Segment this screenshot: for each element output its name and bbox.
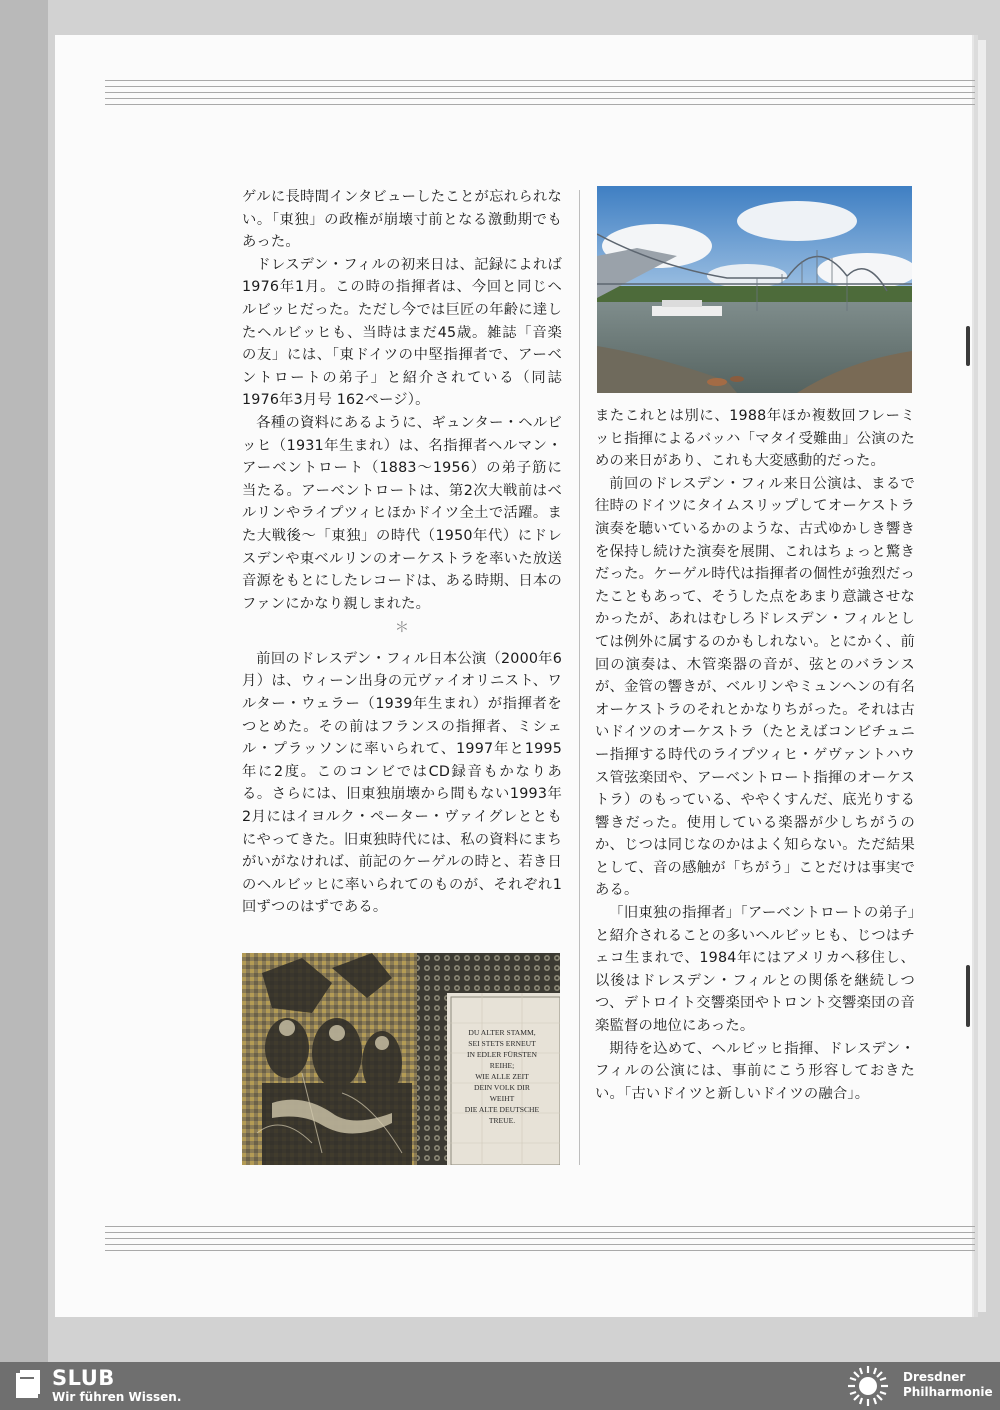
right-paragraph-1: またこれとは別に、1988年ほか複数回フレーミッヒ指揮によるバッハ「マタイ受難曲」公演のための来日があり、これも大変感動的だった。 — [595, 408, 915, 470]
section-separator: ＊ — [394, 620, 410, 637]
mural-photo — [242, 953, 560, 1165]
left-paragraph-1: ゲルに長時間インタビューしたことが忘れられない。「東独」の政権が崩壊寸前となる激動期でもあった。 — [242, 189, 562, 251]
column-divider — [579, 190, 580, 1165]
left-paragraph-4: 前回のドレスデン・フィル日本公演（2000年6月）は、ウィーン出身の元ヴァイオリニスト、ワルター・ウェラー（1939年生まれ）が指揮者をつとめた。その前はフランスの指揮者、ミシェル・プラッソンに率いられて、1997年と1995年に2度。このコンビではCD録音もかなりある。さらには、旧東独崩壊から間もない1993年2月にはイヨルク・ペーター・ヴァイグレとともにやってきた。旧東独時代には、私の資料にまちがいがなければ、前記のケーゲルの時と、若き日のヘルビッヒに率いられてのものが、それぞれ1回ずつのはずである。 — [242, 650, 562, 916]
left-text-column — [242, 186, 562, 919]
left-paragraph-2: ドレスデン・フィルの初来日は、記録によれば1976年1月。この時の指揮者は、今回と同じヘルビッヒだった。ただし今では巨匠の年齢に達したヘルビッヒも、当時はまだ45歳。雑誌「音楽の友」には、「東ドイツの中堅指揮者で、アーベントロートの弟子」と紹介されている（同誌1976年3月号 162ページ）。 — [242, 256, 562, 409]
bridge-photo — [597, 186, 912, 393]
inscription-line-1: DU ALTER STAMM, — [468, 1028, 536, 1037]
binding-staple-bottom — [966, 965, 970, 1027]
inscription-line-5: WIE ALLE ZEIT — [475, 1072, 529, 1081]
inscription-line-7: WEIHT — [489, 1094, 515, 1103]
binding-staple-top — [966, 326, 970, 366]
right-paragraph-4: 期待を込めて、ヘルビッヒ指揮、ドレスデン・フィルの公演には、事前にこう形容しておきたい。「古いドイツと新しいドイツの融合」。 — [595, 1040, 915, 1102]
inscription-line-9: TREUE. — [488, 1116, 516, 1125]
inscription-line-8: DIE ALTE DEUTSCHE — [464, 1105, 540, 1114]
inscription-line-2: SEI STETS ERNEUT — [468, 1039, 536, 1048]
left-paragraph-3: 各種の資料にあるように、ギュンター・ヘルビッヒ（1931年生まれ）は、名指揮者ヘルマン・アーベントロート（1883〜1956）の弟子筋に当たる。アーベントロートは、第2次大戦前はベルリンやライプツィヒほかドイツ全土で活躍。また大戦後〜「東独」の時代（1950年代）にドレスデンや東ベルリンのオーケストラを率いた放送音源をもとにしたレコードは、ある時期、日本のファンにかなり親しまれた。 — [242, 414, 562, 612]
dp-name-line-1: Dresdner — [903, 1370, 966, 1384]
bottom-staff-lines — [105, 1226, 975, 1256]
inscription-line-6: DEIN VOLK DIR — [474, 1083, 530, 1092]
footer-bar — [0, 1362, 1000, 1410]
page-edge — [972, 40, 986, 1312]
scan-left-margin — [0, 0, 48, 1362]
dp-name-line-2: Philharmonie — [903, 1385, 993, 1399]
dresdner-philharmonie-name — [903, 1370, 993, 1400]
slub-claim: Wir führen Wissen. — [52, 1390, 182, 1404]
slub-logo-icon — [14, 1370, 42, 1400]
right-text-column — [595, 405, 915, 1105]
inscription-line-3: IN EDLER FÜRSTEN — [466, 1050, 538, 1059]
right-paragraph-3: 「旧東独の指揮者」「アーベントロートの弟子」と紹介されることの多いヘルビッヒも、じつはチェコ生まれで、1984年にはアメリカへ移住し、以後はドレスデン・フィルとの関係を継続しつつ、デトロイト交響楽団やトロント交響楽団の音楽監督の地位にあった。 — [595, 905, 915, 1035]
right-paragraph-2: 前回のドレスデン・フィル来日公演は、まるで往時のドイツにタイムスリップしてオーケストラ演奏を聴いているかのような、古式ゆかしき響きを保持し続けた演奏を展開、これはちょっと驚きだった。ケーゲル時代は指揮者の個性が強烈だったこともあって、そうした点をあまり意識させなかったが、あれはむしろドレスデン・フィルとしては例外に属するのかもしれない。とにかく、前回の演奏は、木管楽器の音が、弦とのバランスが、金管の響きが、ベルリンやミュンヘンの有名オーケストラのそれとかなりちがった。それは古いドイツのオーケストラ（たとえばコンビチュニー指揮する時代のライプツィヒ・ゲヴァントハウス管弦楽団や、アーベントロート指揮のオーケストラ）のもっている、ややくすんだ、底光りする響きだった。使用している楽器が少しちがうのか、じつは同じなのかはよく知らない。ただ結果として、音の感触が「ちがう」ことだけは事実である。 — [595, 475, 915, 899]
slub-name: SLUB — [52, 1366, 115, 1390]
top-staff-lines — [105, 80, 975, 110]
dresdner-philharmonie-logo-icon — [838, 1364, 898, 1408]
inscription-line-4: REIHE; — [489, 1061, 515, 1070]
